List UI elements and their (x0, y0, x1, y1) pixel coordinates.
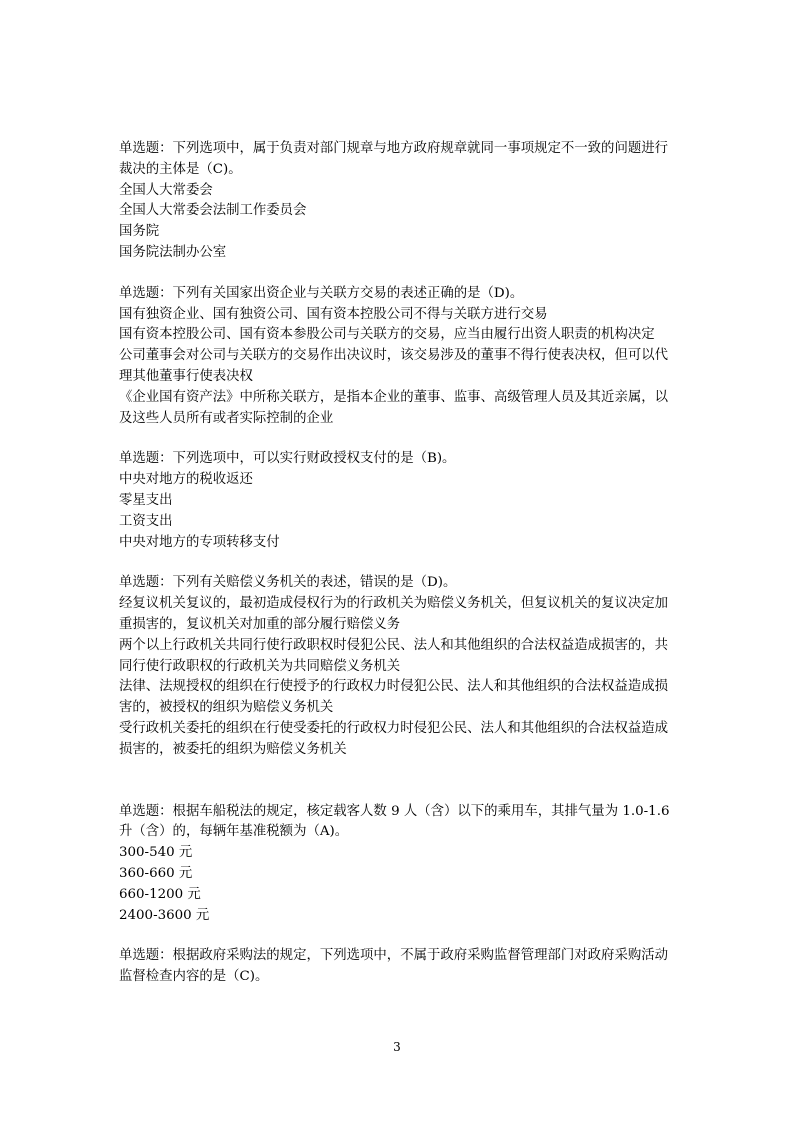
question-option: 全国人大常委会 (119, 182, 213, 198)
question-option: 零星支出 (119, 492, 173, 508)
page-number: 3 (393, 1040, 401, 1054)
question-option: 国有独资企业、国有独资公司、国有资本控股公司不得与关联方进行交易 (119, 306, 548, 322)
question-block (119, 802, 681, 927)
question-stem: 单选题：下列有关国家出资企业与关联方交易的表述正确的是（D)。 (119, 285, 524, 301)
document-body (119, 139, 681, 988)
question-option: 中央对地方的专项转移支付 (119, 534, 280, 550)
question-option: 《企业国有资产法》中所称关联方，是指本企业的董事、监事、高级管理人员及其近亲属，以及这些人员所有或者实际控制的企业 (119, 389, 669, 426)
question-stem: 单选题：下列有关赔偿义务机关的表述，错误的是（D)。 (119, 575, 457, 591)
question-option: 两个以上行政机关共同行使行政职权时侵犯公民、法人和其他组织的合法权益造成损害的，共同行使行政职权的行政机关为共同赔偿义务机关 (119, 637, 669, 674)
question-stem: 单选题：下列选项中，属于负责对部门规章与地方政府规章就同一事项规定不一致的问题进行裁决的主体是（C)。 (119, 141, 669, 177)
question-option: 工资支出 (119, 513, 173, 529)
question-stem: 单选题：根据政府采购法的规定，下列选项中，不属于政府采购监督管理部门对政府采购活动监督检查内容的是（C)。 (119, 948, 669, 985)
question-block (119, 284, 681, 430)
question-stem: 单选题：根据车船税法的规定，核定载客人数 9 人（含）以下的乘用车，其排气量为 1.0-1.6 升（含）的，每辆年基准税额为（A)。 (119, 803, 670, 840)
question-option: 国有资本控股公司、国有资本参股公司与关联方的交易，应当由履行出资人职责的机构决定 (119, 327, 655, 343)
question-option: 公司董事会对公司与关联方的交易作出决议时，该交易涉及的董事不得行使表决权，但可以代理其他董事行使表决权 (119, 348, 669, 384)
question-block (119, 573, 681, 760)
question-option: 300-540 元 (119, 845, 193, 861)
question-option: 法律、法规授权的组织在行使授予的行政权力时侵犯公民、法人和其他组织的合法权益造成损害的，被授权的组织为赔偿义务机关 (119, 679, 669, 716)
question-option: 经复议机关复议的，最初造成侵权行为的行政机关为赔偿义务机关，但复议机关的复议决定加重损害的，复议机关对加重的部分履行赔偿义务 (119, 596, 669, 632)
question-block (119, 946, 681, 988)
question-option: 660-1200 元 (119, 886, 201, 902)
question-block (119, 449, 681, 553)
question-option: 360-660 元 (119, 865, 193, 881)
question-option: 受行政机关委托的组织在行使受委托的行政权力时侵犯公民、法人和其他组织的合法权益造成损害的，被委托的组织为赔偿义务机关 (119, 720, 669, 757)
question-block (119, 139, 681, 264)
question-option: 国务院法制办公室 (119, 244, 227, 260)
question-option: 国务院 (119, 224, 160, 240)
question-option: 全国人大常委会法制工作委员会 (119, 203, 307, 219)
question-option: 中央对地方的税收返还 (119, 472, 253, 488)
question-stem: 单选题：下列选项中，可以实行财政授权支付的是（B)。 (119, 451, 456, 467)
question-option: 2400-3600 元 (119, 907, 210, 923)
